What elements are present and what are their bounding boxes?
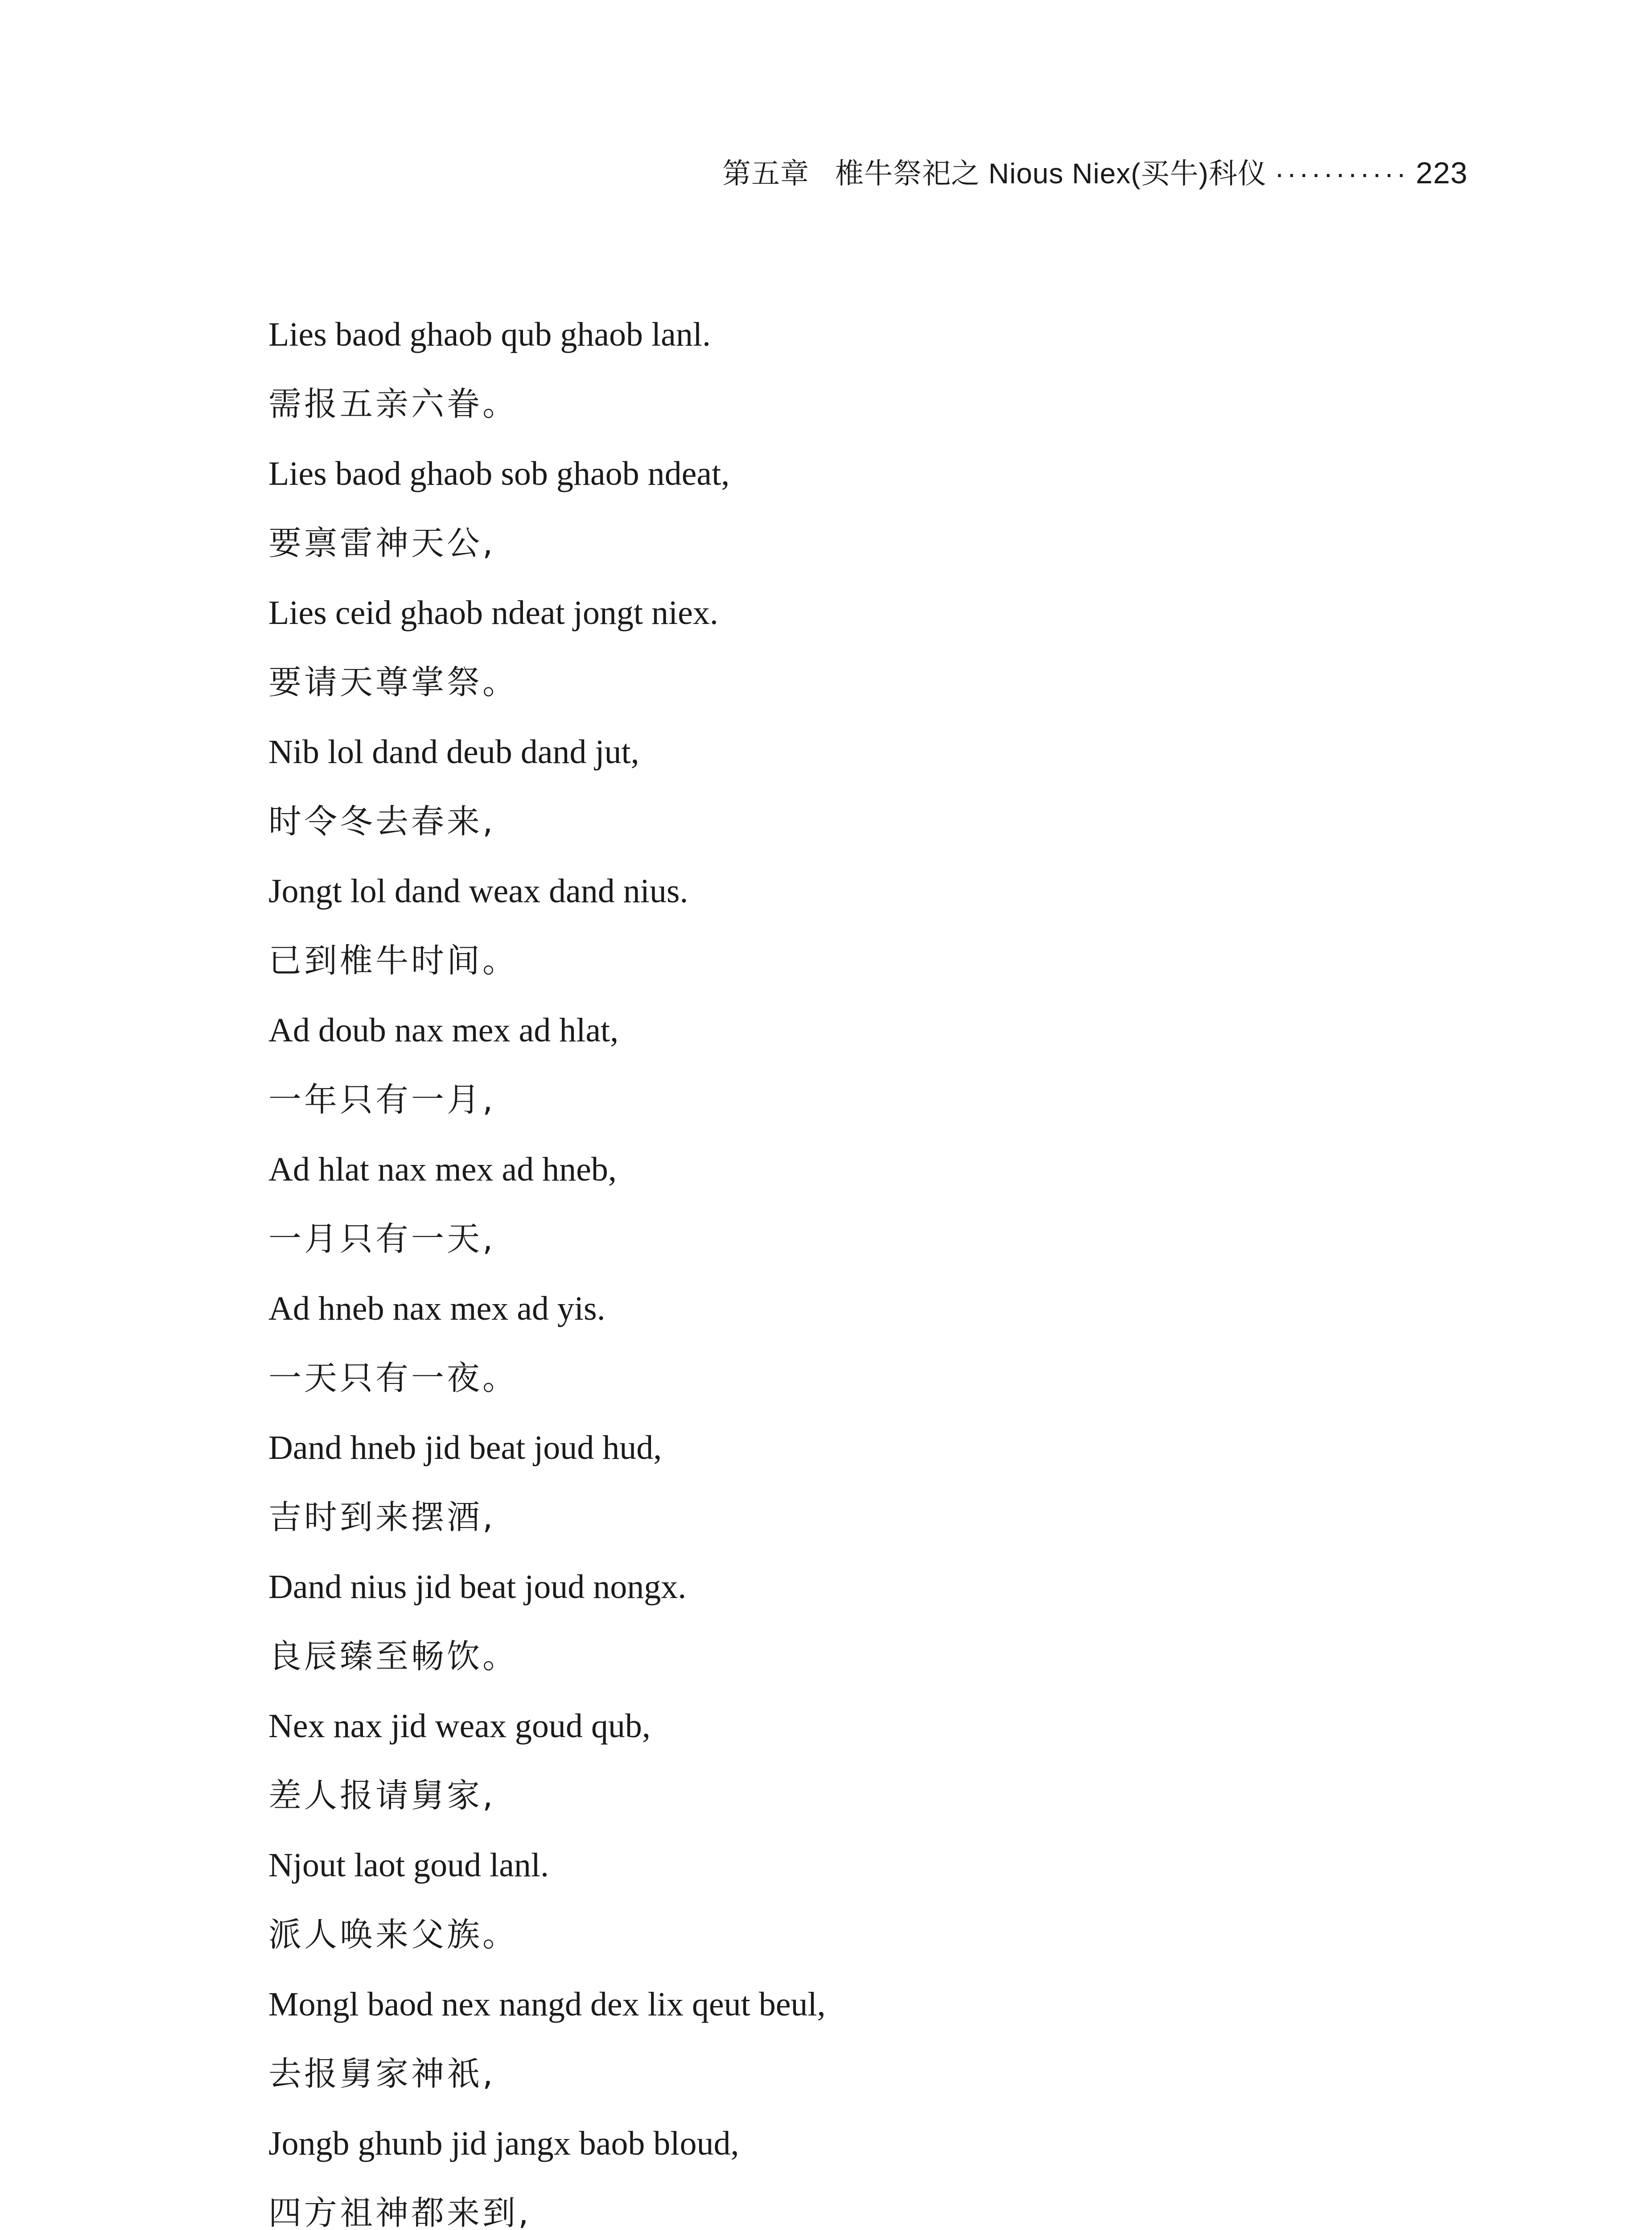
- running-head: [722, 151, 1476, 192]
- chinese-translation-line: 一月只有一天,: [268, 1220, 496, 1258]
- chinese-translation-line: 派人唤来父族。: [268, 1916, 518, 1954]
- miao-verse-line: Nib lol dand deub dand jut,: [268, 733, 639, 771]
- miao-verse-line: Lies baod ghaob qub ghaob lanl.: [268, 316, 711, 353]
- miao-verse-line: Jongt lol dand weax dand nius.: [268, 872, 688, 910]
- chinese-translation-line: 良辰臻至畅饮。: [268, 1637, 518, 1676]
- miao-verse-line: Nex nax jid weax goud qub,: [268, 1707, 651, 1745]
- chapter-title: 椎牛祭祀之 Nious Niex(买牛)科仪: [835, 157, 1267, 190]
- leader-dots: ···········: [1274, 157, 1409, 190]
- chinese-translation-line: 一天只有一夜。: [268, 1359, 518, 1397]
- miao-verse-line: Dand hneb jid beat joud hud,: [268, 1429, 662, 1466]
- miao-verse-line: Ad hneb nax mex ad yis.: [268, 1290, 606, 1327]
- chapter-label: 第五章: [722, 157, 809, 190]
- miao-verse-line: Mongl baod nex nangd dex lix qeut beul,: [268, 1986, 826, 2023]
- miao-verse-line: Jongb ghunb jid jangx baob bloud,: [268, 2125, 739, 2162]
- miao-verse-line: Lies baod ghaob sob ghaob ndeat,: [268, 455, 730, 492]
- chinese-translation-line: 吉时到来摆酒,: [268, 1498, 496, 1536]
- chinese-translation-line: 需报五亲六眷。: [268, 385, 518, 423]
- chinese-translation-line: 已到椎牛时间。: [268, 942, 518, 980]
- chinese-translation-line: 时令冬去春来,: [268, 802, 496, 841]
- verse-text: [268, 300, 1428, 2230]
- miao-verse-line: Njout laot goud lanl.: [268, 1846, 549, 1884]
- miao-verse-line: Lies ceid ghaob ndeat jongt niex.: [268, 594, 718, 632]
- chinese-translation-line: 四方祖神都来到,: [268, 2194, 531, 2230]
- chinese-translation-line: 要请天尊掌祭。: [268, 663, 518, 702]
- page-number: 223: [1416, 156, 1468, 190]
- miao-verse-line: Ad doub nax mex ad hlat,: [268, 1012, 619, 1049]
- chinese-translation-line: 一年只有一月,: [268, 1081, 496, 1119]
- miao-verse-line: Ad hlat nax mex ad hneb,: [268, 1151, 617, 1188]
- chinese-translation-line: 要禀雷神天公,: [268, 524, 496, 562]
- chinese-translation-line: 差人报请舅家,: [268, 1776, 496, 1815]
- chinese-translation-line: 去报舅家神祇,: [268, 2055, 496, 2093]
- miao-verse-line: Dand nius jid beat joud nongx.: [268, 1568, 687, 1606]
